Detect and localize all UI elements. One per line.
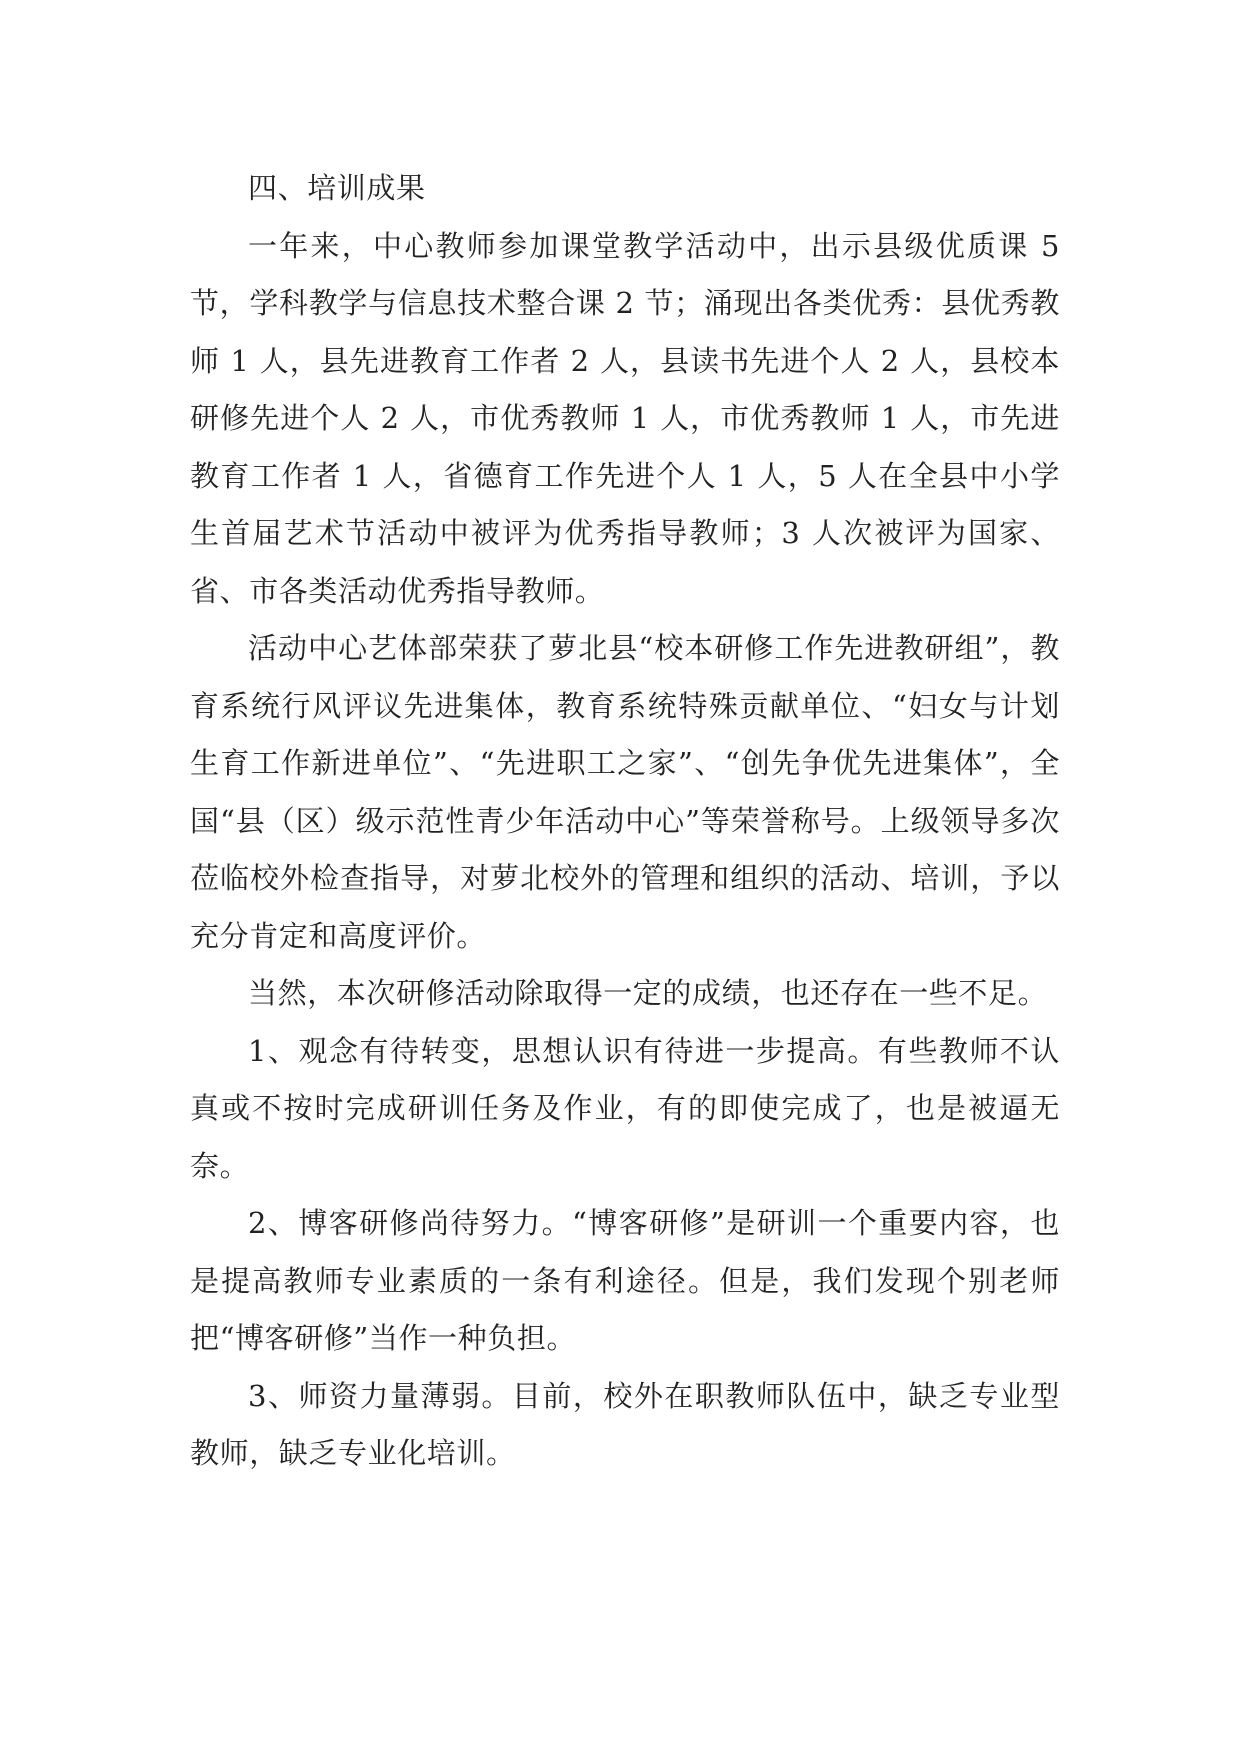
paragraph-honors: 活动中心艺体部荣获了萝北县“校本研修工作先进教研组”，教育系统行风评议先进集体，教育系统特殊贡献单位、“妇女与计划生育工作新进单位”、“先进职工之家”、“创先争优先进集体”，全国“县（区）级示范性青少年活动中心”等荣誉称号。上级领导多次莅临校外检查指导，对萝北校外的管理和组织的活动、培训，予以充分肯定和高度评价。	[190, 631, 1060, 953]
paragraph-shortcoming-3: 3、师资力量薄弱。目前，校外在职教师队伍中，缺乏专业型教师，缺乏专业化培训。	[190, 1378, 1060, 1470]
section-heading: 四、培训成果	[248, 171, 426, 205]
paragraph-achievements: 一年来，中心教师参加课堂教学活动中，出示县级优质课 5 节，学科教学与信息技术整合课 2 节；涌现出各类优秀：县优秀教师 1 人，县先进教育工作者 2 人，县读书先进个人 2 人，县校本研修先进个人 2 人，市优秀教师 1 人，市优秀教师 1 人，市先进教育工作者 1 人，省德育工作先进个人 1 人，5 人在全县中小学生首届艺术节活动中被评为优秀指导教师；3 人次被评为国家、省、市各类活动优秀指导教师。	[190, 228, 1060, 608]
paragraph-shortcoming-2: 2、博客研修尚待努力。“博客研修”是研训一个重要内容，也是提高教师专业素质的一条有利途径。但是，我们发现个别老师把“博客研修”当作一种负担。	[190, 1206, 1060, 1355]
paragraph-shortcomings-intro: 当然，本次研修活动除取得一定的成绩，也还存在一些不足。	[248, 976, 1048, 1010]
paragraph-shortcoming-1: 1、观念有待转变，思想认识有待进一步提高。有些教师不认真或不按时完成研训任务及作业，有的即使完成了，也是被逼无奈。	[190, 1033, 1060, 1183]
document-body	[190, 160, 1060, 1483]
